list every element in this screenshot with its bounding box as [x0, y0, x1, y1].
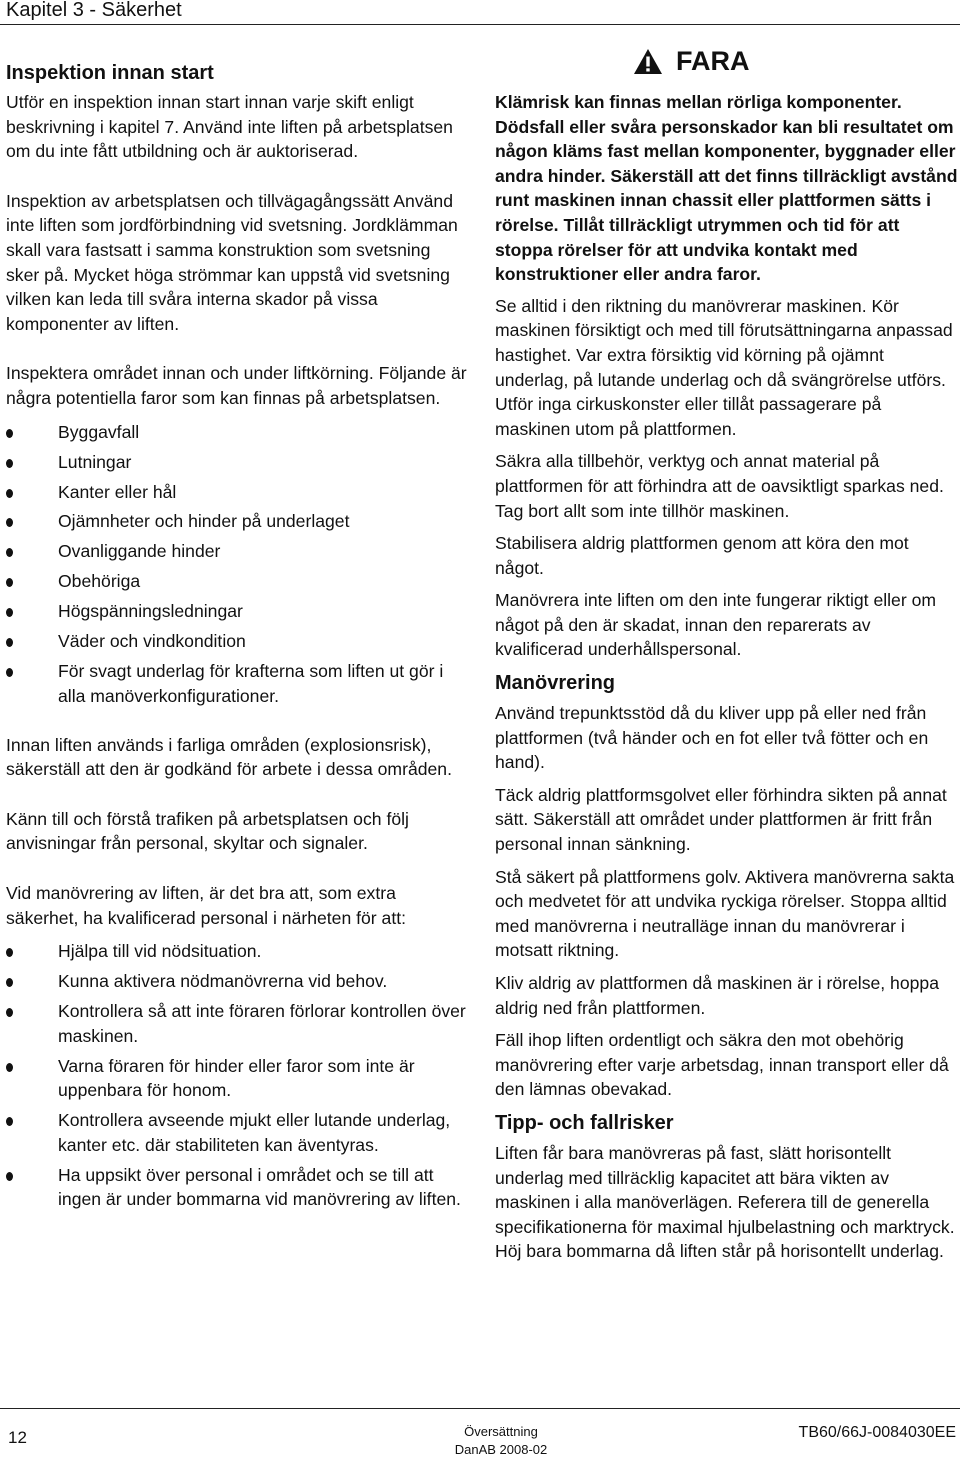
list-item: Varna föraren för hinder eller faror som inte är uppenbara för honom.: [6, 1054, 468, 1103]
translation-label: Översättning: [464, 1424, 538, 1439]
paragraph: Täck aldrig plattformsgolvet eller förhindra sikten på annat sätt. Säkerställ att området under plattformen är fritt från personal innan sänkning.: [495, 784, 947, 855]
bullet-icon: [6, 1008, 13, 1017]
bullet-icon: [6, 578, 13, 587]
list-item: Hjälpa till vid nödsituation.: [6, 939, 468, 964]
paragraph: Inspektera området innan och under liftkörning. Följande är några potentiella faror som kan finnas på arbetsplatsen.: [6, 363, 467, 408]
paragraph: Manövrera inte liften om den inte fungerar riktigt eller om något på den är skadat, innan den reparerats av kvalificerad underhållspersonal.: [495, 590, 937, 660]
right-column: [495, 42, 960, 1264]
translation-note: [434, 1423, 568, 1459]
paragraph: Kliv aldrig av plattformen då maskinen är i rörelse, hoppa aldrig ned från plattformen.: [495, 973, 939, 1018]
bullet-icon: [6, 1117, 13, 1126]
danger-text: Klämrisk kan finnas mellan rörliga komponenter. Dödsfall eller svåra personskador kan bli resultatet om någon kläms fast mellan komponenter, byggnader eller andra hinder. Säkerställ att det finns tillräckligt avstånd runt maskinen innan chassit eller plattformen sätts i rörelse. Tillåt tillräckligt utrymmen och tid för att stoppa rörelser för att undvika kontakt med konstruktioner eller andra faror.: [495, 92, 958, 285]
list-item: Byggavfall: [6, 420, 468, 445]
paragraph: Säkra alla tillbehör, verktyg och annat material på plattformen för att förhindra att de oavsiktligt sparkas ned. Tag bort allt som inte tillhör maskinen.: [495, 451, 944, 521]
bullet-icon: [6, 668, 13, 677]
assist-list: [6, 939, 468, 1212]
bullet-icon: [6, 948, 13, 957]
bullet-icon: [6, 978, 13, 987]
list-item: Kontrollera avseende mjukt eller lutande underlag, kanter etc. där stabiliteten kan äventyras.: [6, 1108, 468, 1157]
bullet-icon: [6, 638, 13, 647]
list-item: Ovanliggande hinder: [6, 539, 468, 564]
list-item: Kunna aktivera nödmanövrerna vid behov.: [6, 969, 468, 994]
bullet-icon: [6, 429, 13, 438]
paragraph: Fäll ihop liften ordentligt och säkra den mot obehörig manövrering efter varje arbetsdag, innan transport eller då den lämnas obevakad.: [495, 1030, 949, 1100]
bullet-icon: [6, 459, 13, 468]
bullet-icon: [6, 489, 13, 498]
bullet-icon: [6, 1063, 13, 1072]
paragraph: Stabilisera aldrig plattformen genom att köra den mot något.: [495, 533, 909, 578]
danger-header: [495, 42, 960, 84]
page-number: 12: [8, 1428, 27, 1447]
warning-triangle-icon: [633, 48, 663, 75]
chapter-title: Kapitel 3 - Säkerhet: [6, 0, 182, 21]
danger-label: FARA: [676, 46, 750, 76]
section-heading-operation: Manövrering: [495, 672, 616, 695]
paragraph: Använd trepunktsstöd då du kliver upp på eller ned från plattformen (två händer och en fot eller två fötter och en hand).: [495, 703, 929, 773]
bullet-icon: [6, 518, 13, 527]
list-item: För svagt underlag för krafterna som liften ut gör i alla manöverkonfigurationer.: [6, 659, 468, 708]
list-item: Väder och vindkondition: [6, 629, 468, 654]
section-heading-tipping: Tipp- och fallrisker: [495, 1111, 674, 1134]
list-item: Ha uppsikt över personal i området och se till att ingen är under bommarna vid manövrering av liften.: [6, 1163, 468, 1212]
paragraph: Se alltid i den riktning du manövrerar maskinen. Kör maskinen försiktigt och med till förutsättningarna anpassad hastighet. Var extra försiktig vid körning på ojämnt underlag, på lutande underlag och då svängrörelse utförs. Utför inga cirkuskonster eller tillåt passagerare på maskinen utom på plattformen.: [495, 295, 953, 439]
page-header: [0, 0, 960, 25]
paragraph: Känn till och förstå trafiken på arbetsplatsen och följ anvisningar från personal, skyltar och signaler.: [6, 808, 409, 854]
left-column: [6, 58, 468, 1217]
list-item: Lutningar: [6, 450, 468, 475]
paragraph: Vid manövrering av liften, är det bra att, som extra säkerhet, ha kvalificerad personal i närheten för att:: [6, 882, 406, 928]
list-item: Obehöriga: [6, 569, 468, 594]
hazard-list: [6, 420, 468, 709]
bullet-icon: [6, 548, 13, 557]
section-heading-inspection: Inspektion innan start: [6, 62, 214, 84]
document-id: TB60/66J-0084030EE: [798, 1424, 956, 1441]
translator-label: DanAB 2008-02: [454, 1442, 548, 1457]
paragraph: Inspektion av arbetsplatsen och tillvägagångssätt Använd inte liften som jordförbindning vid svetsning. Jordklämman skall vara fastsatt i samma konstruktion som svetsning sker på. Mycket höga strömmar kan uppstå vid svetsning vilken kan leda till svåra interna skador på vissa komponenter av liften.: [6, 190, 458, 334]
paragraph: Innan liften används i farliga områden (explosionsrisk), säkerställ att den är godkänd för arbete i dessa områden.: [6, 734, 452, 780]
paragraph: Utför en inspektion innan start innan varje skift enligt beskrivning i kapitel 7. Använd inte liften på arbetsplatsen om du inte fått utbildning och är auktoriserad.: [6, 92, 453, 162]
bullet-icon: [6, 1172, 13, 1181]
bullet-icon: [6, 608, 13, 617]
paragraph: Liften får bara manövreras på fast, slätt horisontellt underlag med tillräcklig kapacitet att bära vikten av maskinen i alla manöverlägen. Referera till de generella specifikationerna för maximal hjulbelastning och marktryck. Höj bara bommarna då liften står på horisontellt underlag.: [495, 1142, 955, 1262]
list-item: Ojämnheter och hinder på underlaget: [6, 509, 468, 534]
list-item: Högspänningsledningar: [6, 599, 468, 624]
list-item: Kontrollera så att inte föraren förlorar kontrollen över maskinen.: [6, 999, 468, 1048]
paragraph: Stå säkert på plattformens golv. Aktivera manövrerna sakta och medvetet för att undvika ryckiga rörelser. Stoppa alltid med manövrerna i neutralläge innan du manövrerar i motsatt riktning.: [495, 866, 955, 961]
list-item: Kanter eller hål: [6, 480, 468, 505]
